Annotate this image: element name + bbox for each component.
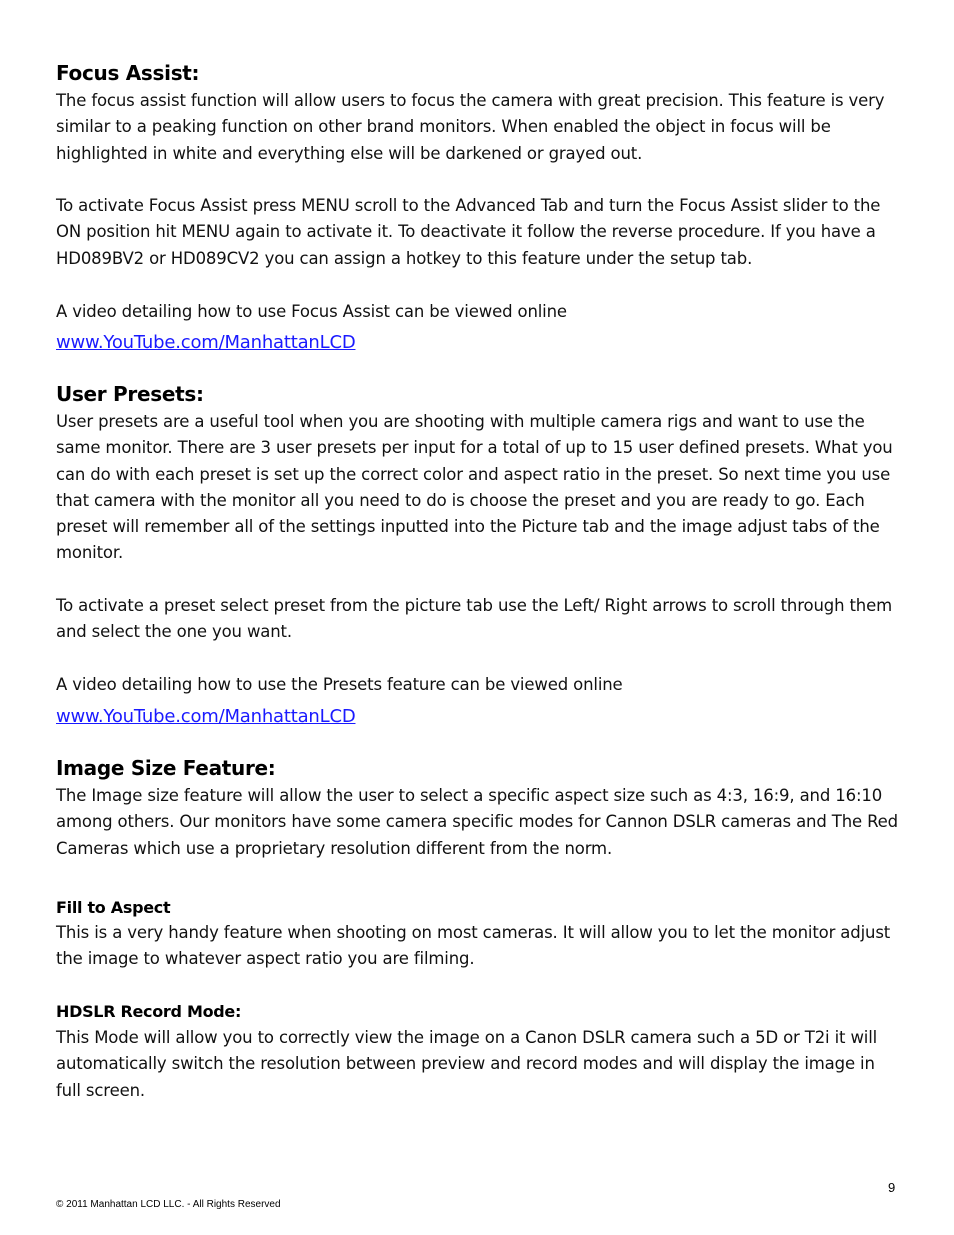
focus-assist-youtube-link[interactable]: www.YouTube.com/ManhattanLCD: [56, 332, 356, 353]
focus-assist-description: The focus assist function will allow users to focus the camera with great precision. This feature is very similar to a peaking function on other brand monitors. When enabled the object in focus will be highlighted in white and everything else will be darkened or grayed out.: [56, 91, 885, 163]
copyright-footer: © 2011 Manhattan LCD LLC. - All Rights Reserved: [56, 1199, 281, 1210]
user-presets-activation: To activate a preset select preset from the picture tab use the Left/ Right arrows to scroll through them and select the one you want.: [56, 596, 893, 642]
fill-to-aspect-description: This is a very handy feature when shooting on most cameras. It will allow you to let the monitor adjust the image to whatever aspect ratio you are filming.: [56, 923, 891, 969]
page-number: 9: [888, 1180, 896, 1195]
hdslr-record-mode-description: This Mode will allow you to correctly view the image on a Canon DSLR camera such a 5D or T2i it will automatically switch the resolution between preview and record modes and will display the image in full screen.: [56, 1028, 878, 1100]
user-presets-video-note: A video detailing how to use the Presets feature can be viewed online: [56, 675, 623, 694]
image-size-heading: Image Size Feature:: [56, 756, 276, 780]
focus-assist-activation: To activate Focus Assist press MENU scroll to the Advanced Tab and turn the Focus Assist slider to the ON position hit MENU again to activate it. To deactivate it follow the reverse procedure. If you have a HD089BV2 or HD089CV2 you can assign a hotkey to this feature under the setup tab.: [56, 196, 881, 268]
focus-assist-heading: Focus Assist:: [56, 61, 200, 85]
fill-to-aspect-heading: Fill to Aspect: [56, 898, 171, 917]
image-size-description: The Image size feature will allow the user to select a specific aspect size such as 4:3, 16:9, and 16:10 among others. Our monitors have some camera specific modes for Cannon DSLR cameras and The Red Cameras which use a proprietary resolution different from the norm.: [56, 786, 898, 858]
user-presets-description: User presets are a useful tool when you are shooting with multiple camera rigs and want to use the same monitor. There are 3 user presets per input for a total of up to 15 user defined presets. What you can do with each preset is set up the correct color and aspect ratio in the preset. So next time you use that camera with the monitor all you need to do is choose the preset and you are ready to go. Each preset will remember all of the settings inputted into the Picture tab and the image adjust tabs of the monitor.: [56, 412, 893, 563]
hdslr-record-mode-heading: HDSLR Record Mode:: [56, 1002, 242, 1021]
focus-assist-video-note: A video detailing how to use Focus Assist can be viewed online: [56, 302, 567, 321]
user-presets-youtube-link[interactable]: www.YouTube.com/ManhattanLCD: [56, 706, 356, 727]
user-presets-heading: User Presets:: [56, 382, 204, 406]
